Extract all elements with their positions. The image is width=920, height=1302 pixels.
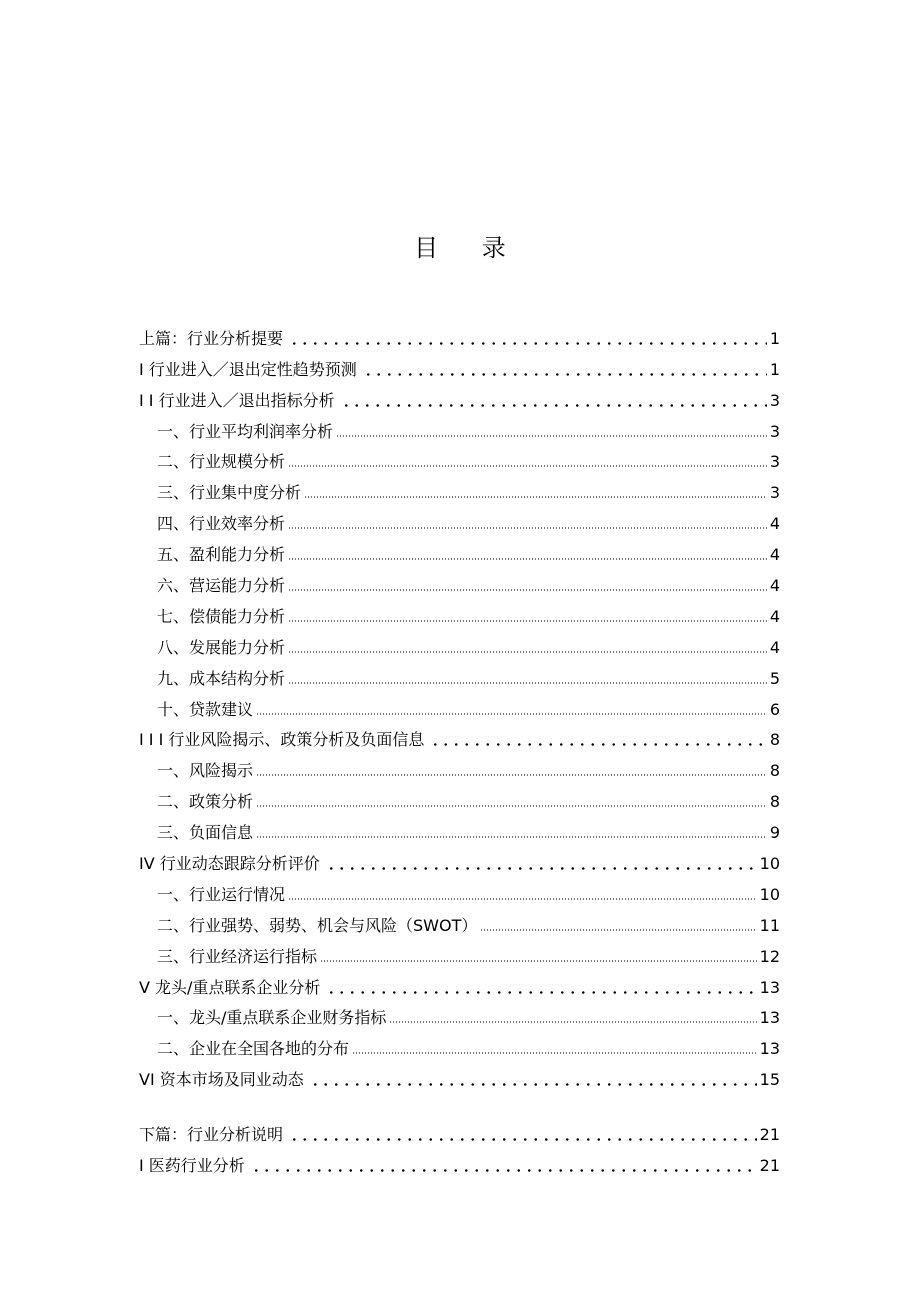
dot-leader [304,496,767,498]
toc-entry-page: 1 [769,359,780,379]
dot-leader [286,1138,757,1141]
toc-entry[interactable] [139,472,780,503]
toc-entry-title: 上篇：行业分析提要 [139,328,284,348]
toc-entry-title: 二、政策分析 [157,792,254,812]
toc-entry[interactable] [139,658,780,689]
dot-leader [288,682,767,684]
toc-entry-page: 13 [759,1039,780,1059]
toc-entry[interactable] [139,411,780,442]
dot-leader [286,342,767,345]
toc-part-2 [139,1114,780,1176]
toc-entry-title: V 龙头/重点联系企业分析 [139,977,321,997]
dot-leader [256,836,767,838]
toc-entry[interactable] [139,380,780,411]
toc-entry-title: 二、行业强势、弱势、机会与风险（SWOT） [157,915,478,935]
toc-entry[interactable] [139,442,780,473]
toc-entry-title: I 行业进入／退出定性趋势预测 [139,359,357,379]
toc-entry-page: 21 [759,1125,780,1145]
toc-part-1 [139,318,780,1090]
dot-leader [256,713,767,715]
toc-entry-page: 9 [769,823,780,843]
toc-entry-title: 三、行业集中度分析 [157,483,302,503]
toc-entry[interactable] [139,1059,780,1090]
dot-leader [288,898,757,900]
toc-entry-title: 一、行业运行情况 [157,884,286,904]
toc-entry-title: I 医药行业分析 [139,1156,245,1176]
dot-leader [427,743,766,746]
dot-leader [256,805,767,807]
toc-entry[interactable] [139,627,780,658]
toc-entry-title: IV 行业动态跟踪分析评价 [139,854,320,874]
toc-entry[interactable] [139,596,780,627]
toc-entry-page: 4 [769,545,780,565]
toc-entry-title: 八、发展能力分析 [157,637,286,657]
toc-entry[interactable] [139,1114,780,1145]
toc-entry[interactable] [139,1145,780,1176]
dot-leader [352,1052,757,1054]
toc-entry[interactable] [139,750,780,781]
toc-entry-title: 一、行业平均利润率分析 [157,421,334,441]
toc-entry-page: 11 [759,915,780,935]
toc-entry-page: 4 [769,514,780,534]
toc-entry-page: 1 [769,328,780,348]
toc-entry-title: 下篇：行业分析说明 [139,1125,284,1145]
toc-entry-page: 13 [759,977,780,997]
toc-entry-page: 3 [769,452,780,472]
dot-leader [480,929,756,931]
dot-leader [307,1083,757,1086]
toc-entry-title: 七、偿债能力分析 [157,606,286,626]
toc-entry-title: 九、成本结构分析 [157,668,286,688]
toc-entry-page: 12 [759,946,780,966]
dot-leader [320,960,757,962]
toc-entry-title: 五、盈利能力分析 [157,545,286,565]
toc-entry-title: 二、企业在全国各地的分布 [157,1039,350,1059]
toc-entry-page: 6 [769,699,780,719]
toc-entry-page: 3 [769,483,780,503]
dot-leader [288,651,767,653]
dot-leader [288,465,767,467]
toc-entry[interactable] [139,936,780,967]
toc-entry[interactable] [139,967,780,998]
toc-entry-page: 4 [769,637,780,657]
toc-entry[interactable] [139,534,780,565]
toc-entry-page: 3 [769,421,780,441]
toc-entry[interactable] [139,720,780,751]
dot-leader [389,1021,756,1023]
toc-entry-page: 8 [769,730,780,750]
dot-leader [288,589,767,591]
toc-entry[interactable] [139,874,780,905]
toc-entry-page: 15 [759,1070,780,1090]
toc-entry[interactable] [139,565,780,596]
toc-entry[interactable] [139,781,780,812]
toc-entry[interactable] [139,905,780,936]
toc-entry[interactable] [139,689,780,720]
toc-entry-page: 4 [769,576,780,596]
toc-entry-title: 一、风险揭示 [157,761,254,781]
toc-entry-title: I I I 行业风险揭示、政策分析及负面信息 [139,730,425,750]
dot-leader [338,404,767,407]
toc-entry-title: 三、负面信息 [157,823,254,843]
toc-entry-page: 3 [769,390,780,410]
toc-entry-page: 8 [769,761,780,781]
dot-leader [360,373,767,376]
toc-entry-title: 三、行业经济运行指标 [157,946,318,966]
toc-entry[interactable] [139,812,780,843]
toc-entry-title: 一、龙头/重点联系企业财务指标 [157,1008,387,1028]
toc-entry-page: 5 [769,668,780,688]
dot-leader [336,435,767,437]
toc-entry-page: 10 [759,854,780,874]
toc-entry[interactable] [139,503,780,534]
table-of-contents [139,318,780,1176]
toc-entry-title: 四、行业效率分析 [157,514,286,534]
toc-entry-title: 六、营运能力分析 [157,576,286,596]
toc-entry-title: 二、行业规模分析 [157,452,286,472]
dot-leader [288,527,767,529]
dot-leader [323,991,756,994]
toc-entry[interactable] [139,318,780,349]
dot-leader [248,1169,757,1172]
toc-entry-title: VI 资本市场及同业动态 [139,1070,304,1090]
toc-entry[interactable] [139,349,780,380]
toc-entry-page: 4 [769,606,780,626]
dot-leader [256,774,767,776]
dot-leader [288,558,767,560]
toc-entry-page: 21 [759,1156,780,1176]
dot-leader [288,620,767,622]
dot-leader [323,867,757,870]
toc-entry[interactable] [139,843,780,874]
toc-entry-page: 10 [759,884,780,904]
toc-entry[interactable] [139,1028,780,1059]
toc-entry-title: 十、贷款建议 [157,699,254,719]
toc-entry-page: 13 [759,1008,780,1028]
toc-entry-title: I I 行业进入／退出指标分析 [139,390,335,410]
toc-entry-page: 8 [769,792,780,812]
page-title: 目 录 [414,234,524,262]
toc-entry[interactable] [139,998,780,1029]
section-gap [139,1090,780,1114]
